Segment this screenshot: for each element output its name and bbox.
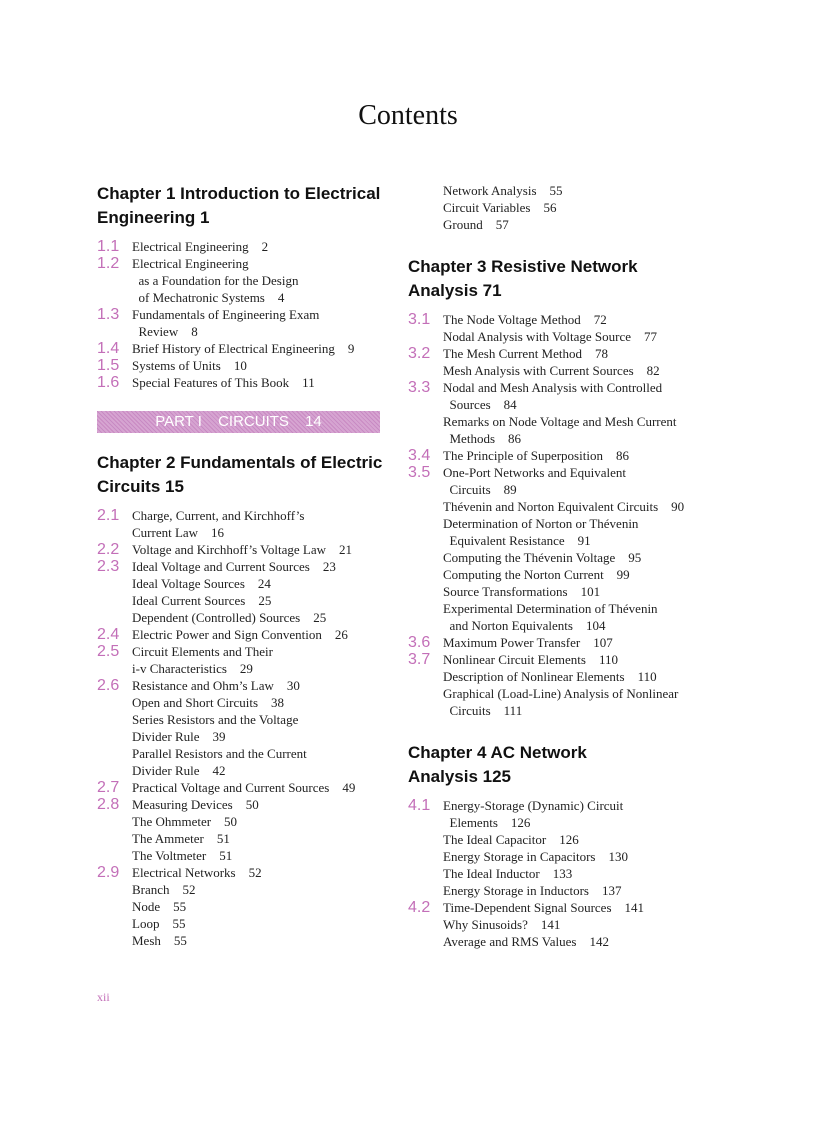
toc-section[interactable]	[97, 864, 427, 949]
chapter-title-line: Engineering 1	[97, 208, 210, 227]
toc-entry: Nonlinear Circuit Elements 110	[443, 652, 618, 667]
toc-entry: Experimental Determination of Thévenin	[443, 601, 658, 616]
toc-entry: Remarks on Node Voltage and Mesh Current	[443, 414, 677, 429]
toc-entry: Determination of Norton or Thévenin	[443, 516, 639, 531]
toc-section[interactable]	[97, 796, 427, 864]
chapter-title-line: Chapter 1 Introduction to Electrical	[97, 184, 381, 203]
toc-section[interactable]	[97, 558, 427, 626]
toc-entry: Mesh Analysis with Current Sources 82	[443, 363, 660, 378]
toc-entry: Open and Short Circuits 38	[132, 695, 285, 710]
toc-section[interactable]	[408, 345, 708, 379]
chapter-title-line: Chapter 3 Resistive Network	[408, 257, 638, 276]
chapter-4-sections	[408, 797, 708, 950]
toc-entry: The Ideal Capacitor 126	[443, 832, 579, 847]
section-number: 4.1	[408, 797, 431, 814]
toc-entry[interactable]: Network Analysis 55	[443, 183, 563, 198]
toc-entry: Equivalent Resistance 91	[443, 533, 591, 548]
toc-entry: Mesh 55	[132, 933, 187, 948]
toc-entry: The Mesh Current Method 78	[443, 346, 609, 361]
toc-entry: Sources 84	[443, 397, 517, 412]
toc-entry: Circuits 89	[443, 482, 517, 497]
chapter-4-heading[interactable]	[408, 741, 708, 789]
toc-entry: Fundamentals of Engineering Exam	[132, 307, 320, 322]
chapter-3-heading[interactable]	[408, 255, 708, 303]
toc-entry: Node 55	[132, 899, 187, 914]
toc-entry: Circuit Elements and Their	[132, 644, 273, 659]
toc-left-column	[97, 182, 427, 949]
toc-entry: The Ideal Inductor 133	[443, 866, 573, 881]
toc-entry: Nodal and Mesh Analysis with Controlled	[443, 380, 663, 395]
toc-section[interactable]	[97, 507, 427, 541]
section-number: 1.5	[97, 357, 120, 374]
chapter-title-line: Circuits 15	[97, 477, 184, 496]
section-number: 2.3	[97, 558, 120, 575]
page-number: xii	[97, 990, 110, 1004]
toc-entry: Electric Power and Sign Convention 26	[132, 627, 348, 642]
section-number: 3.7	[408, 651, 431, 668]
toc-entry: Divider Rule 42	[132, 763, 226, 778]
toc-section[interactable]	[97, 306, 427, 340]
toc-section[interactable]	[408, 651, 708, 719]
toc-entry: Elements 126	[443, 815, 531, 830]
toc-entry: Loop 55	[132, 916, 186, 931]
toc-entry: Parallel Resistors and the Current	[132, 746, 307, 761]
toc-right-column	[408, 182, 708, 950]
continued-entries	[408, 182, 708, 233]
toc-section[interactable]	[97, 374, 427, 391]
toc-entry: The Ohmmeter 50	[132, 814, 238, 829]
toc-entry: Electrical Networks 52	[132, 865, 262, 880]
toc-entry: The Node Voltage Method 72	[443, 312, 607, 327]
part-name: CIRCUITS	[218, 413, 289, 430]
section-number: 2.5	[97, 643, 120, 660]
toc-entry: Description of Nonlinear Elements 110	[443, 669, 657, 684]
toc-entry: Why Sinusoids? 141	[443, 917, 561, 932]
toc-section[interactable]	[97, 541, 427, 558]
section-number: 3.2	[408, 345, 431, 362]
section-number: 3.4	[408, 447, 431, 464]
toc-section[interactable]	[97, 255, 427, 306]
part-label: PART I	[155, 413, 202, 430]
section-number: 3.1	[408, 311, 431, 328]
toc-entry: Dependent (Controlled) Sources 25	[132, 610, 327, 625]
toc-entry: Resistance and Ohm’s Law 30	[132, 678, 300, 693]
toc-section[interactable]	[97, 779, 427, 796]
toc-entry: Graphical (Load-Line) Analysis of Nonlinear	[443, 686, 679, 701]
toc-entry: Charge, Current, and Kirchhoff’s	[132, 508, 305, 523]
section-number: 2.7	[97, 779, 120, 796]
chapter-2-sections	[97, 507, 427, 949]
chapter-2-heading[interactable]	[97, 451, 427, 499]
toc-entry: Ideal Voltage and Current Sources 23	[132, 559, 336, 574]
toc-entry: Computing the Norton Current 99	[443, 567, 630, 582]
toc-entry[interactable]: Circuit Variables 56	[443, 200, 557, 215]
section-number: 1.1	[97, 238, 120, 255]
toc-entry: Branch 52	[132, 882, 196, 897]
toc-section[interactable]	[408, 634, 708, 651]
toc-entry: Computing the Thévenin Voltage 95	[443, 550, 642, 565]
toc-entry: Maximum Power Transfer 107	[443, 635, 613, 650]
section-number: 2.9	[97, 864, 120, 881]
toc-section[interactable]	[97, 643, 427, 677]
toc-section[interactable]	[408, 464, 708, 634]
toc-section[interactable]	[97, 677, 427, 779]
toc-entry: Thévenin and Norton Equivalent Circuits 90	[443, 499, 685, 514]
toc-entry: Energy Storage in Inductors 137	[443, 883, 622, 898]
section-number: 1.4	[97, 340, 120, 357]
toc-entry: Special Features of This Book 11	[132, 375, 315, 390]
toc-section[interactable]	[408, 311, 708, 345]
toc-entry: Series Resistors and the Voltage	[132, 712, 299, 727]
section-number: 3.5	[408, 464, 431, 481]
toc-entry: Voltage and Kirchhoff’s Voltage Law 21	[132, 542, 352, 557]
section-number: 2.2	[97, 541, 120, 558]
toc-section[interactable]	[97, 340, 427, 357]
chapter-1-heading[interactable]	[97, 182, 427, 230]
toc-entry: Energy-Storage (Dynamic) Circuit	[443, 798, 624, 813]
toc-section[interactable]	[97, 238, 427, 255]
toc-entry: Review 8	[132, 324, 198, 339]
section-number: 2.4	[97, 626, 120, 643]
toc-entry: Electrical Engineering	[132, 256, 249, 271]
toc-entry: Source Transformations 101	[443, 584, 601, 599]
section-number: 3.3	[408, 379, 431, 396]
toc-entry: Circuits 111	[443, 703, 523, 718]
section-number: 1.3	[97, 306, 120, 323]
section-number: 2.8	[97, 796, 120, 813]
toc-section[interactable]	[408, 899, 708, 950]
toc-entry: Ideal Voltage Sources 24	[132, 576, 271, 591]
toc-entry: Brief History of Electrical Engineering 9	[132, 341, 355, 356]
toc-entry: One-Port Networks and Equivalent	[443, 465, 627, 480]
chapter-title-line: Analysis 71	[408, 281, 502, 300]
toc-entry: i-v Characteristics 29	[132, 661, 253, 676]
toc-entry: of Mechatronic Systems 4	[132, 290, 285, 305]
chapter-title-line: Analysis 125	[408, 767, 512, 786]
toc-entry: Divider Rule 39	[132, 729, 226, 744]
chapter-title-line: Chapter 4 AC Network	[408, 743, 587, 762]
toc-entry[interactable]: Ground 57	[443, 217, 509, 232]
section-number: 4.2	[408, 899, 431, 916]
section-number: 1.2	[97, 255, 120, 272]
toc-section[interactable]	[97, 357, 427, 374]
toc-entry: The Ammeter 51	[132, 831, 230, 846]
chapter-3-sections	[408, 311, 708, 719]
part-page: 14	[305, 413, 322, 430]
toc-entry: Time-Dependent Signal Sources 141	[443, 900, 644, 915]
toc-entry: as a Foundation for the Design	[132, 273, 299, 288]
toc-entry: The Voltmeter 51	[132, 848, 233, 863]
toc-entry: Systems of Units 10	[132, 358, 247, 373]
toc-section[interactable]	[408, 447, 708, 464]
toc-entry: Methods 86	[443, 431, 521, 446]
toc-section[interactable]	[408, 379, 708, 447]
toc-entry: Ideal Current Sources 25	[132, 593, 272, 608]
section-number: 2.6	[97, 677, 120, 694]
toc-entry: Nodal Analysis with Voltage Source 77	[443, 329, 658, 344]
section-number: 1.6	[97, 374, 120, 391]
toc-entry: Electrical Engineering 2	[132, 239, 269, 254]
section-number: 2.1	[97, 507, 120, 524]
toc-entry: The Principle of Superposition 86	[443, 448, 629, 463]
toc-entry: Average and RMS Values 142	[443, 934, 609, 949]
toc-entry: Practical Voltage and Current Sources 49	[132, 780, 356, 795]
toc-section[interactable]	[97, 626, 427, 643]
part-banner[interactable]	[97, 411, 380, 433]
chapter-1-sections	[97, 238, 427, 391]
toc-entry: Energy Storage in Capacitors 130	[443, 849, 628, 864]
section-number: 3.6	[408, 634, 431, 651]
toc-entry: and Norton Equivalents 104	[443, 618, 606, 633]
page-title: Contents	[358, 100, 458, 131]
toc-section[interactable]	[408, 797, 708, 899]
chapter-title-line: Chapter 2 Fundamentals of Electric	[97, 453, 383, 472]
toc-entry: Measuring Devices 50	[132, 797, 259, 812]
toc-entry: Current Law 16	[132, 525, 225, 540]
